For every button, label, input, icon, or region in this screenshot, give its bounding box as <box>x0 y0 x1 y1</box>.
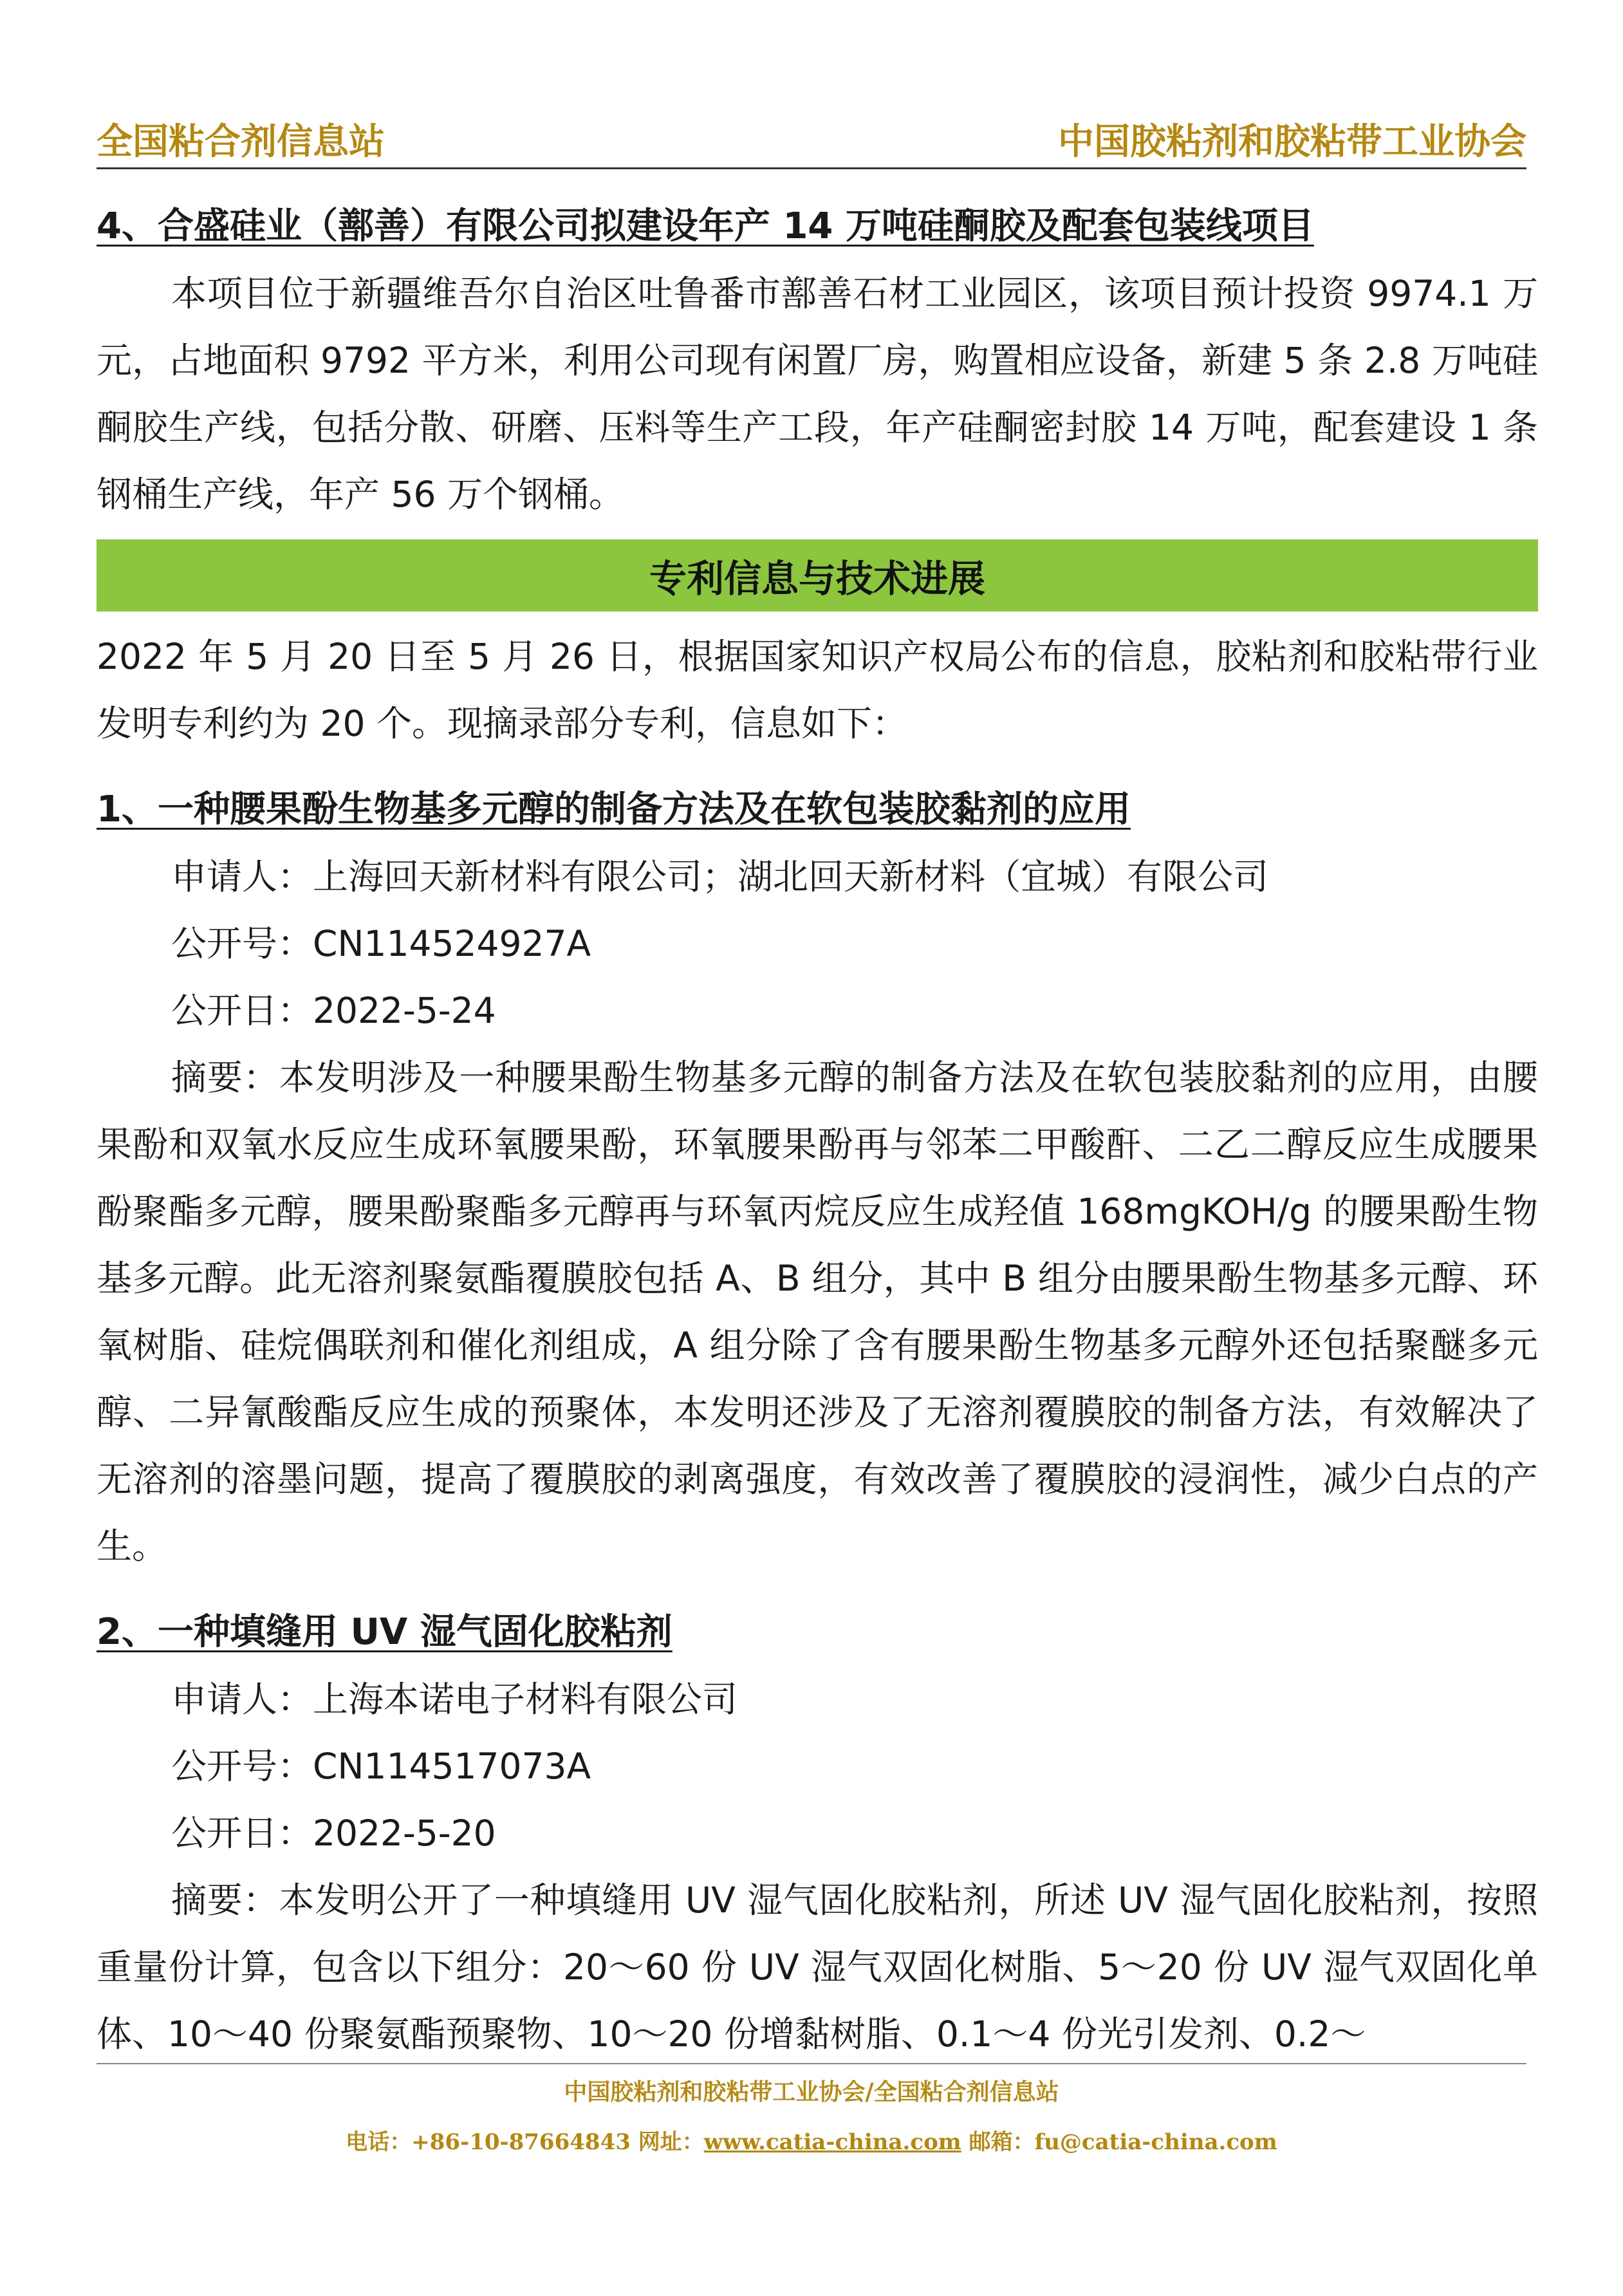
footer-divider <box>97 2063 1526 2064</box>
footer-organization: 中国胶粘剂和胶粘带工业协会/全国粘合剂信息站 <box>564 2078 1059 2105</box>
project-4-body: 本项目位于新疆维吾尔自治区吐鲁番市鄯善石材工业园区，该项目预计投资 9974.1 万元，占地面积 9792 平方米，利用公司现有闲置厂房，购置相应设备，新建 5 条 2.8 万吨硅酮胶生产线，包括分散、研磨、压料等生产工段，年产硅酮密封胶 14 万吨，配套建设 1 条钢桶生产线，年产 56 万个钢桶。 <box>97 273 1538 515</box>
spacer <box>97 1580 1538 1599</box>
header-association-name: 中国胶粘剂和胶粘带工业协会 <box>1058 120 1526 163</box>
patent-2-title: 2、一种填缝用 UV 湿气固化胶粘剂 <box>97 1611 672 1653</box>
patent-2-pub-number: 公开号：CN114517073A <box>171 1746 591 1787</box>
section-intro: 2022 年 5 月 20 日至 5 月 26 日，根据国家知识产权局公布的信息，胶粘剂和胶粘带行业发明专利约为 20 个。现摘录部分专利，信息如下： <box>97 636 1538 744</box>
patent-2-pub-date: 公开日：2022-5-20 <box>171 1813 496 1854</box>
project-4-title: 4、合盛硅业（鄯善）有限公司拟建设年产 14 万吨硅酮胶及配套包装线项目 <box>97 205 1314 247</box>
footer-email[interactable]: fu@catia-china.com <box>1034 2129 1277 2155</box>
patent-1-pub-date: 公开日：2022-5-24 <box>171 990 496 1031</box>
footer-website-link[interactable]: www.catia-china.com <box>703 2129 961 2155</box>
section-title: 专利信息与技术进展 <box>649 557 985 601</box>
patent-1-pub-number: 公开号：CN114524927A <box>171 923 591 964</box>
patent-item <box>97 1599 1538 2067</box>
footer-site-label: 网址： <box>638 2129 704 2155</box>
footer-contact <box>0 2124 1623 2156</box>
spacer <box>97 757 1538 776</box>
main-content <box>97 193 1538 2067</box>
header-divider <box>97 167 1526 169</box>
section-banner <box>97 539 1538 611</box>
patent-2-applicant: 申请人：上海本诺电子材料有限公司 <box>171 1679 738 1720</box>
footer-phone: 电话：+86-10-87664843 <box>346 2129 631 2155</box>
patent-1-abstract: 摘要：本发明涉及一种腰果酚生物基多元醇的制备方法及在软包装胶黏剂的应用，由腰果酚和双氧水反应生成环氧腰果酚，环氧腰果酚再与邻苯二甲酸酐、二乙二醇反应生成腰果酚聚酯多元醇，腰果酚聚酯多元醇再与环氧丙烷反应生成羟值 168mgKOH/g 的腰果酚生物基多元醇。此无溶剂聚氨酯覆膜胶包括 A、B 组分，其中 B 组分由腰果酚生物基多元醇、环氧树脂、硅烷偶联剂和催化剂组成，A 组分除了含有腰果酚生物基多元醇外还包括聚醚多元醇、二异氰酸酯反应生成的预聚体，本发明还涉及了无溶剂覆膜胶的制备方法，有效解决了无溶剂的溶墨问题，提高了覆膜胶的剥离强度，有效改善了覆膜胶的浸润性，减少白点的产生。 <box>97 1057 1538 1567</box>
header-site-name: 全国粘合剂信息站 <box>97 120 385 163</box>
patent-item <box>97 776 1538 1580</box>
patent-1-title: 1、一种腰果酚生物基多元醇的制备方法及在软包装胶黏剂的应用 <box>97 789 1131 830</box>
patent-2-abstract: 摘要：本发明公开了一种填缝用 UV 湿气固化胶粘剂，所述 UV 湿气固化胶粘剂，按照重量份计算，包含以下组分：20～60 份 UV 湿气双固化树脂、5～20 份 UV 湿气双固化单体、10～40 份聚氨酯预聚物、10～20 份增黏树脂、0.1～4 份光引发剂、0.2～ <box>97 1880 1538 2055</box>
patent-1-applicant: 申请人：上海回天新材料有限公司；湖北回天新材料（宜城）有限公司 <box>171 856 1269 897</box>
footer-email-label: 邮箱： <box>969 2129 1035 2155</box>
